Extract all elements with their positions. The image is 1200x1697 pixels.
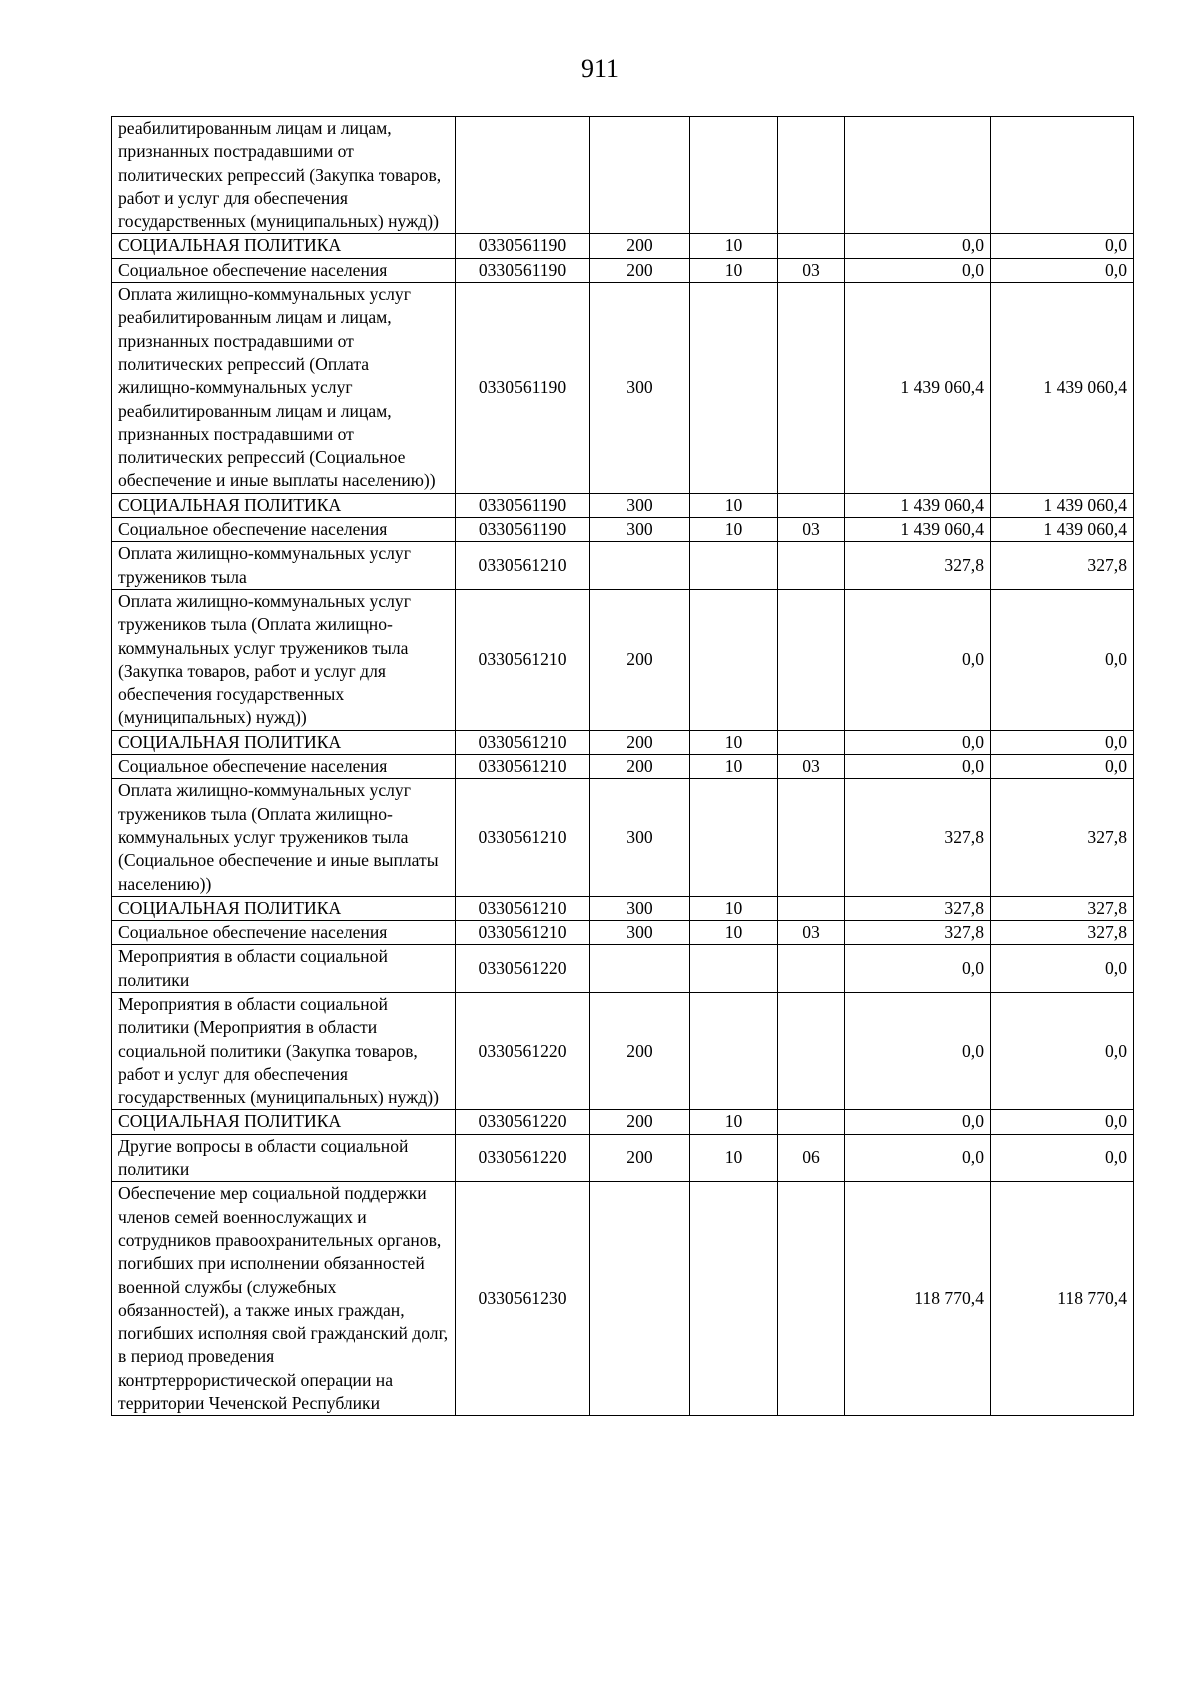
subsection-cell [778,589,845,730]
table-row [112,921,1134,945]
amount-first-year-cell: 1 439 060,4 [845,518,991,542]
expense-type-cell: 200 [590,258,690,282]
amount-first-year-cell: 0,0 [845,945,991,993]
expense-name-cell: реабилитированным лицам и лицам, признанных пострадавшими от политических репрессий (Закупка товаров, работ и услуг для обеспечения государственных (муниципальных) нужд)) [112,117,456,234]
section-cell: 10 [690,1110,778,1134]
expense-type-cell: 200 [590,234,690,258]
budget-table [111,116,1134,1416]
expense-type-cell: 200 [590,589,690,730]
amount-second-year-cell: 0,0 [991,234,1134,258]
table-row [112,518,1134,542]
expense-name-cell: Оплата жилищно-коммунальных услуг тружеников тыла [112,542,456,590]
target-article-cell: 0330561210 [456,755,590,779]
section-cell [690,589,778,730]
target-article-cell: 0330561220 [456,992,590,1109]
target-article-cell: 0330561210 [456,921,590,945]
expense-type-cell: 200 [590,730,690,754]
target-article-cell: 0330561210 [456,896,590,920]
section-cell [690,1182,778,1416]
expense-name-cell: Социальное обеспечение населения [112,258,456,282]
table-row [112,258,1134,282]
amount-first-year-cell [845,117,991,234]
target-article-cell: 0330561210 [456,589,590,730]
expense-type-cell: 200 [590,755,690,779]
amount-first-year-cell: 327,8 [845,921,991,945]
target-article-cell: 0330561220 [456,1134,590,1182]
amount-first-year-cell: 1 439 060,4 [845,283,991,494]
expense-type-cell: 300 [590,896,690,920]
subsection-cell [778,234,845,258]
expense-name-cell: Социальное обеспечение населения [112,921,456,945]
subsection-cell [778,493,845,517]
expense-name-cell: Оплата жилищно-коммунальных услуг тружеников тыла (Оплата жилищно-коммунальных услуг тружеников тыла (Социальное обеспечение и иные выплаты населению)) [112,779,456,896]
subsection-cell: 03 [778,755,845,779]
expense-name-cell: Оплата жилищно-коммунальных услуг тружеников тыла (Оплата жилищно-коммунальных услуг тружеников тыла (Закупка товаров, работ и услуг для обеспечения государственных (муниципальных) нужд)) [112,589,456,730]
subsection-cell [778,779,845,896]
subsection-cell [778,992,845,1109]
subsection-cell [778,117,845,234]
table-row [112,730,1134,754]
expense-type-cell: 200 [590,1134,690,1182]
subsection-cell: 03 [778,921,845,945]
table-row [112,542,1134,590]
target-article-cell: 0330561210 [456,542,590,590]
subsection-cell [778,896,845,920]
subsection-cell [778,730,845,754]
target-article-cell: 0330561220 [456,945,590,993]
table-body [112,117,1134,1416]
section-cell [690,945,778,993]
expense-type-cell: 300 [590,921,690,945]
subsection-cell [778,945,845,993]
amount-second-year-cell: 0,0 [991,589,1134,730]
expense-name-cell: СОЦИАЛЬНАЯ ПОЛИТИКА [112,896,456,920]
section-cell [690,283,778,494]
section-cell: 10 [690,493,778,517]
amount-second-year-cell: 0,0 [991,992,1134,1109]
expense-type-cell: 300 [590,518,690,542]
amount-second-year-cell: 0,0 [991,258,1134,282]
amount-second-year-cell: 1 439 060,4 [991,518,1134,542]
section-cell: 10 [690,258,778,282]
amount-second-year-cell [991,117,1134,234]
table-row [112,283,1134,494]
table-row [112,1110,1134,1134]
amount-first-year-cell: 0,0 [845,730,991,754]
amount-second-year-cell: 118 770,4 [991,1182,1134,1416]
amount-second-year-cell: 1 439 060,4 [991,493,1134,517]
target-article-cell: 0330561190 [456,518,590,542]
table-row [112,945,1134,993]
section-cell: 10 [690,234,778,258]
section-cell: 10 [690,896,778,920]
target-article-cell: 0330561220 [456,1110,590,1134]
target-article-cell: 0330561210 [456,730,590,754]
expense-name-cell: Другие вопросы в области социальной политики [112,1134,456,1182]
section-cell: 10 [690,921,778,945]
section-cell [690,542,778,590]
expense-name-cell: Обеспечение мер социальной поддержки членов семей военнослужащих и сотрудников правоохранительных органов, погибших при исполнении обязанностей военной службы (служебных обязанностей), а также иных граждан, погибших исполняя свой гражданский долг, в период проведения контртеррористической операции на территории Чеченской Республики [112,1182,456,1416]
amount-second-year-cell: 1 439 060,4 [991,283,1134,494]
subsection-cell: 06 [778,1134,845,1182]
expense-name-cell: Мероприятия в области социальной политики (Мероприятия в области социальной политики (Закупка товаров, работ и услуг для обеспечения государственных (муниципальных) нужд)) [112,992,456,1109]
amount-second-year-cell: 327,8 [991,779,1134,896]
amount-first-year-cell: 327,8 [845,779,991,896]
expense-type-cell: 200 [590,992,690,1109]
section-cell: 10 [690,730,778,754]
expense-name-cell: СОЦИАЛЬНАЯ ПОЛИТИКА [112,493,456,517]
amount-second-year-cell: 327,8 [991,896,1134,920]
subsection-cell [778,542,845,590]
amount-first-year-cell: 0,0 [845,234,991,258]
table-row [112,589,1134,730]
expense-type-cell: 300 [590,779,690,896]
target-article-cell: 0330561190 [456,258,590,282]
target-article-cell [456,117,590,234]
table-row [112,117,1134,234]
amount-first-year-cell: 0,0 [845,755,991,779]
amount-first-year-cell: 327,8 [845,896,991,920]
amount-first-year-cell: 0,0 [845,589,991,730]
subsection-cell: 03 [778,258,845,282]
amount-first-year-cell: 1 439 060,4 [845,493,991,517]
subsection-cell [778,283,845,494]
amount-second-year-cell: 327,8 [991,921,1134,945]
section-cell: 10 [690,518,778,542]
section-cell: 10 [690,755,778,779]
section-cell [690,117,778,234]
target-article-cell: 0330561230 [456,1182,590,1416]
table-row [112,896,1134,920]
target-article-cell: 0330561190 [456,283,590,494]
amount-first-year-cell: 118 770,4 [845,1182,991,1416]
amount-second-year-cell: 0,0 [991,730,1134,754]
expense-type-cell [590,945,690,993]
expense-type-cell [590,1182,690,1416]
target-article-cell: 0330561210 [456,779,590,896]
amount-first-year-cell: 0,0 [845,1110,991,1134]
amount-second-year-cell: 0,0 [991,1110,1134,1134]
expense-name-cell: Мероприятия в области социальной политики [112,945,456,993]
expense-name-cell: Оплата жилищно-коммунальных услуг реабилитированным лицам и лицам, признанных пострадавшими от политических репрессий (Оплата жилищно-коммунальных услуг реабилитированным лицам и лицам, признанных пострадавшими от политических репрессий (Социальное обеспечение и иные выплаты населению)) [112,283,456,494]
subsection-cell: 03 [778,518,845,542]
table-row [112,1134,1134,1182]
table-row [112,755,1134,779]
section-cell [690,992,778,1109]
table-row [112,1182,1134,1416]
subsection-cell [778,1182,845,1416]
section-cell: 10 [690,1134,778,1182]
expense-type-cell [590,117,690,234]
expense-type-cell: 200 [590,1110,690,1134]
amount-second-year-cell: 0,0 [991,1134,1134,1182]
target-article-cell: 0330561190 [456,234,590,258]
amount-second-year-cell: 0,0 [991,755,1134,779]
target-article-cell: 0330561190 [456,493,590,517]
table-row [112,992,1134,1109]
amount-first-year-cell: 0,0 [845,992,991,1109]
amount-first-year-cell: 0,0 [845,258,991,282]
section-cell [690,779,778,896]
expense-name-cell: Социальное обеспечение населения [112,755,456,779]
expense-name-cell: СОЦИАЛЬНАЯ ПОЛИТИКА [112,234,456,258]
expense-name-cell: СОЦИАЛЬНАЯ ПОЛИТИКА [112,1110,456,1134]
page-number: 911 [580,54,620,83]
table-row [112,234,1134,258]
amount-second-year-cell: 0,0 [991,945,1134,993]
table-row [112,493,1134,517]
expense-type-cell: 300 [590,283,690,494]
expense-type-cell: 300 [590,493,690,517]
subsection-cell [778,1110,845,1134]
amount-first-year-cell: 327,8 [845,542,991,590]
expense-name-cell: СОЦИАЛЬНАЯ ПОЛИТИКА [112,730,456,754]
expense-name-cell: Социальное обеспечение населения [112,518,456,542]
table-row [112,779,1134,896]
expense-type-cell [590,542,690,590]
amount-first-year-cell: 0,0 [845,1134,991,1182]
amount-second-year-cell: 327,8 [991,542,1134,590]
